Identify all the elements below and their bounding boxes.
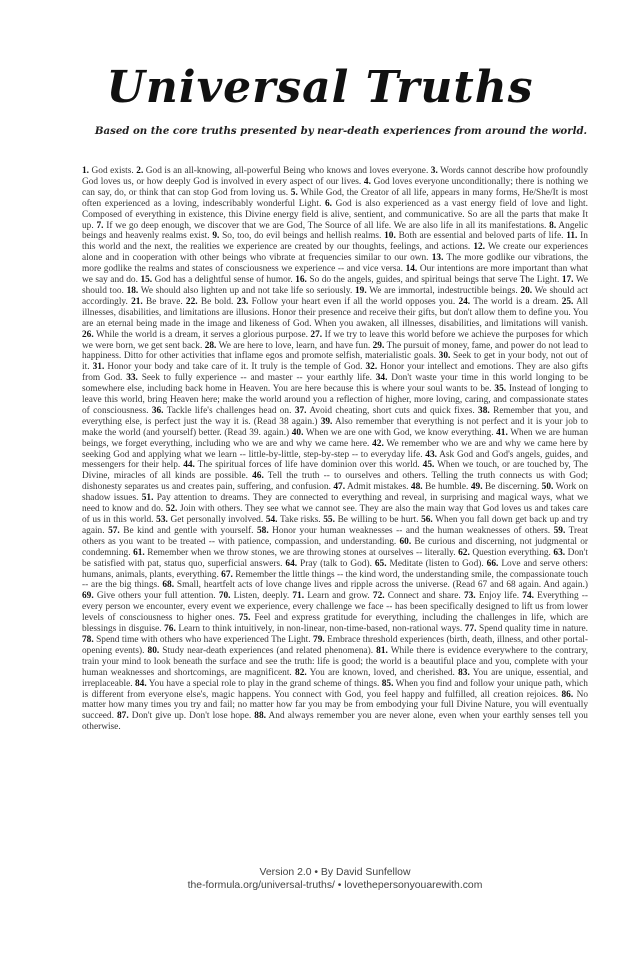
truth-text: So do the angels, guides, and spiritual beings that serve The Light.: [309, 275, 560, 286]
truth-number: 50.: [541, 482, 554, 493]
truth-number: 56.: [421, 515, 433, 525]
truth-number: 55.: [323, 515, 335, 525]
truth-text: Remember when we throw stones, we are throwing stones at ourselves -- literally.: [147, 547, 456, 558]
truth-text: When you fall down get back up and try again.: [82, 515, 589, 536]
truth-text: The world is a dream.: [473, 296, 559, 307]
truth-number: 77.: [464, 624, 477, 635]
truth-text: Don't waste your time in this world longing to be somewhere else, including back home in Heaven. You are here because this is where your soul wants to be.: [82, 373, 589, 395]
truth-number: 20.: [520, 285, 533, 296]
truth-item: [355, 286, 518, 296]
truth-number: 15.: [140, 275, 153, 286]
truth-number: 1.: [82, 166, 90, 176]
truth-number: 52.: [165, 504, 178, 515]
truth-item: [93, 362, 363, 372]
truth-text: Connect and share.: [387, 591, 461, 602]
truth-text: We should also lighten up and not take life so seriously.: [140, 285, 353, 296]
website-links: the-formula.org/universal-truths/ • lovethepersonyouarewith.com: [187, 880, 483, 891]
truth-number: 45.: [422, 460, 435, 471]
truth-number: 76.: [164, 624, 176, 635]
truth-item: [458, 548, 551, 558]
truth-number: 35.: [494, 384, 507, 395]
truth-number: 19.: [354, 285, 367, 296]
truth-item: [131, 297, 183, 307]
truth-text: We remember who we are and why we came here by seeking God and applying what we learn -- little-by-little, step-by-step -- to everyday life.: [82, 438, 589, 460]
version-credit: Version 2.0 • By David Sunfellow: [259, 867, 411, 878]
truth-number: 46.: [252, 471, 264, 482]
truth-item: [458, 297, 558, 307]
truth-text: No matter how many times you try and fail; no matter how far you may be from embodying your full Divine Nature, you will eventually succeed.: [82, 689, 588, 722]
truth-text: Tell the truth -- to ourselves and others. Telling the truth connects us with God; dishonesty separates us and creates pain, suffering, and confusion.: [82, 471, 589, 493]
truth-number: 30.: [438, 351, 451, 362]
truth-number: 41.: [496, 427, 508, 438]
truth-number: 28.: [204, 340, 217, 351]
truth-text: When we touch, or are touched by, The Divine, miracles of all kinds are possible.: [82, 460, 588, 482]
truth-number: 54.: [265, 515, 278, 525]
truth-text: Admit mistakes.: [347, 482, 409, 493]
truth-text: Don't be satisfied with pat, status quo, superficial answers.: [82, 547, 589, 569]
truth-item: [82, 591, 216, 601]
truth-text: Love and serve others: humans, animals, plants, everything.: [82, 558, 588, 580]
truth-text: Get personally involved.: [170, 515, 264, 525]
truth-text: God loves everyone unconditionally; there is nothing we can say, do, or think that can stop God from loving us.: [82, 176, 588, 198]
truth-item: [205, 341, 371, 351]
subtitle: Based on the core truths presented by near-death experiences from around the world.: [94, 125, 588, 137]
truth-number: 10.: [384, 231, 396, 242]
truth-item: [126, 373, 372, 383]
truth-text: Spend time with others who have experienced The Light.: [96, 634, 311, 645]
truth-number: 88.: [254, 711, 266, 722]
truth-number: 74.: [522, 591, 534, 602]
truth-item: [295, 668, 455, 678]
truth-item: [465, 624, 588, 634]
truth-number: 42.: [372, 438, 384, 449]
truth-item: [162, 580, 588, 590]
truth-text: Avoid cheating, short cuts and quick fixes.: [309, 405, 475, 416]
truth-text: Ask God and God's angels, guides, and messengers for their help.: [82, 449, 588, 471]
truth-item: [82, 635, 311, 645]
truth-number: 84.: [134, 678, 147, 689]
truth-number: 58.: [257, 525, 269, 536]
truth-text: Question everything.: [472, 547, 551, 558]
truth-number: 3.: [430, 166, 438, 176]
truth-text: Honor your intellect and emotions. They are also gifts from God.: [82, 362, 588, 384]
truth-text: Pay attention to dreams. They are connected to everything and reveal, in surprising and magical ways, what we need to know and do.: [82, 493, 588, 515]
truth-number: 33.: [126, 373, 138, 384]
truth-text: We are here to love, learn, and have fun.: [218, 340, 371, 351]
truth-text: Words cannot describe how profoundly God loves us, or how deeply God is involved in every aspect of our lives.: [82, 166, 588, 187]
truth-number: 32.: [365, 362, 378, 373]
truth-number: 24.: [458, 296, 471, 307]
truth-number: 72.: [372, 591, 385, 602]
truth-text: You have a special role to play in the grand scheme of things.: [148, 678, 380, 689]
truth-item: [133, 548, 456, 558]
truth-item: [164, 624, 462, 634]
truth-number: 27.: [310, 329, 323, 340]
truth-text: We should act accordingly.: [82, 285, 588, 307]
truth-number: 48.: [410, 482, 423, 493]
truth-item: [152, 406, 292, 416]
truth-number: 80.: [147, 645, 160, 656]
truth-item: [295, 275, 559, 285]
truth-text: Be willing to be hurt.: [337, 515, 419, 525]
truth-item: [140, 275, 292, 285]
truth-text: Be brave.: [146, 296, 183, 307]
truth-number: 83.: [458, 667, 470, 678]
truth-number: 25.: [561, 296, 574, 307]
truth-text: And always remember you are never alone, even when your earthly senses tell you otherwise.: [82, 711, 588, 733]
truth-text: So, too, do evil beings and hellish realms.: [222, 231, 382, 242]
truth-number: 39.: [320, 416, 333, 427]
truth-item: [136, 166, 428, 176]
truth-text: The pursuit of money, fame, and power do not lead to happiness. Ditto for other activities that inflame egos and promote selfish, materialistic goals.: [82, 340, 589, 362]
truth-number: 14.: [405, 264, 418, 275]
truth-text: Follow your heart even if all the world opposes you.: [251, 296, 456, 307]
truth-text: All illnesses, disabilities, and limitations are illusions. Honor their presence and receive their gifts, but don't allow them to define you. You are an eternal being made in the image and likeness of God. When you awaken, all illnesses, disabilities, and limitations will vanish.: [82, 296, 589, 329]
truth-number: 59.: [553, 525, 566, 536]
truth-text: When you find and follow your unique path, which is different from everyone else's, magic happens. You connect with God, you feel happy and fulfilled, all creation rejoices.: [82, 678, 588, 700]
truth-item: [464, 591, 519, 601]
truth-item: [186, 297, 233, 307]
truth-number: 17.: [561, 275, 574, 286]
truth-number: 13.: [431, 253, 444, 264]
truth-number: 64.: [285, 558, 298, 569]
truth-text: Give others your full attention.: [96, 591, 216, 602]
truth-number: 82.: [295, 667, 307, 678]
truth-text: Also remember that everything is not perfect and it is your job to make the world (and yourself) better. (Read 39. again.): [82, 416, 588, 438]
truth-text: Everything -- every person we encounter, every event we experience, every challenge we face -- has been specifically designed to lift us from lower levels of consciousness to higher ones.: [82, 591, 589, 624]
truth-item: [333, 482, 408, 492]
truth-text: The spiritual forces of life have dominion over this world.: [197, 460, 420, 471]
truth-number: 36.: [151, 405, 164, 416]
truth-text: If we go deep enough, we discover that we are God, The Source of all life. We are also life in all its manifestations.: [106, 220, 547, 231]
truth-text: Embrace threshold experiences (birth, death, illness, and other portal-opening events).: [82, 634, 589, 656]
truth-text: Spend quality time in nature.: [479, 624, 588, 635]
truth-number: 38.: [478, 405, 490, 416]
truth-number: 4.: [363, 176, 371, 187]
truth-number: 37.: [294, 405, 307, 416]
truth-number: 70.: [218, 591, 231, 602]
truth-text: Our intentions are more important than what we say and do.: [82, 264, 589, 286]
truth-text: Be curious and discerning, not judgmental or condemning.: [82, 536, 588, 558]
truth-number: 71.: [292, 591, 305, 602]
truth-item: [108, 526, 253, 536]
truth-number: 61.: [133, 547, 145, 558]
truth-text: You are known, loved, and cherished.: [309, 667, 455, 678]
truth-text: We create our experiences alone and in cooperation with other beings who vibrate at frequencies similar to our own.: [82, 242, 588, 264]
truth-item: [373, 591, 461, 601]
truth-text: Small, heartfelt acts of love change lives and ripple across the universe. (Read 67 and 68 again. And again.): [176, 580, 588, 591]
truth-number: 40.: [291, 427, 304, 438]
truth-number: 6.: [324, 198, 332, 209]
truth-text: Listen, deeply.: [233, 591, 290, 602]
truth-text: In this world and the next, the realities we experience are created by our thoughts, feelings, and actions.: [82, 231, 588, 253]
truth-text: Meditate (listen to God).: [389, 558, 484, 569]
truth-number: 18.: [126, 285, 139, 296]
truth-item: [375, 559, 484, 569]
truth-item: [411, 482, 468, 492]
truth-text: While the world is a dream, it serves a glorious purpose.: [95, 329, 308, 340]
truth-number: 2.: [136, 166, 144, 176]
truth-item: [82, 330, 308, 340]
truth-number: 11.: [566, 231, 578, 242]
truth-text: Be kind and gentle with yourself.: [123, 525, 254, 536]
truth-item: [384, 231, 563, 241]
truth-text: Angelic beings and heavenly realms exist.: [82, 220, 588, 242]
truth-text: God exists.: [91, 166, 134, 176]
truth-text: Be humble.: [425, 482, 469, 493]
truth-text: Pray (talk to God).: [300, 558, 372, 569]
truth-number: 22.: [185, 296, 198, 307]
truth-text: Enjoy life.: [478, 591, 520, 602]
truth-number: 26.: [82, 329, 94, 340]
footer: [82, 866, 588, 892]
truth-text: While there is evidence everywhere to the contrary, train your mind to look beneath the surface and see the truth: life is good; the world is a beautiful place and you, complete with your human weaknesses and shortcomings, are magnificent.: [82, 645, 589, 678]
truth-number: 23.: [236, 296, 249, 307]
truth-text: Seek to fully experience -- and master -- your earthly life.: [141, 373, 372, 384]
truth-text: Tackle life's challenges head on.: [166, 405, 292, 416]
truth-number: 43.: [425, 449, 437, 460]
truth-number: 16.: [295, 275, 307, 286]
truth-item: [295, 406, 475, 416]
truth-text: Be discerning.: [485, 482, 540, 493]
truth-item: [156, 515, 263, 525]
truth-item: [127, 286, 353, 296]
truth-item: [237, 297, 456, 307]
truth-text: Take risks.: [279, 515, 321, 525]
truth-number: 47.: [333, 482, 346, 493]
truth-text: Learn to think intuitively, in non-linear, non-time-based, non-rational ways.: [178, 624, 463, 635]
truth-number: 7.: [96, 220, 104, 231]
truth-number: 34.: [375, 373, 388, 384]
truth-text: Honor your human weaknesses -- and the human weaknesses of others.: [272, 525, 551, 536]
truth-number: 8.: [549, 220, 557, 231]
truth-number: 29.: [372, 340, 385, 351]
truth-text: The more godlike our vibrations, the more godlike the realms and states of consciousness we experience -- and vice versa.: [82, 253, 588, 275]
truths-list: [82, 166, 588, 733]
truth-number: 57.: [108, 525, 120, 536]
truth-number: 5.: [290, 187, 298, 198]
truth-number: 44.: [183, 460, 195, 471]
truth-number: 53.: [156, 515, 168, 525]
truth-text: When we are human beings, we forget everything, including who we are and why we came here.: [82, 427, 589, 449]
truth-number: 81.: [376, 645, 388, 656]
truth-number: 73.: [463, 591, 476, 602]
truth-item: [212, 231, 381, 241]
truth-item: [135, 679, 379, 689]
truth-text: Feel and express gratitude for everything, including the challenges in life, which are blessings in disguise.: [82, 613, 588, 635]
truth-text: Remember that you, and everything else, is perfect just the way it is. (Read 38 again.): [82, 405, 589, 427]
truth-number: 79.: [313, 634, 325, 645]
truth-number: 69.: [82, 591, 94, 602]
truth-text: Be bold.: [200, 296, 234, 307]
truth-text: If we try to leave this world before we achieve the purposes for which we were born, we get sent back.: [82, 329, 589, 351]
truth-text: You are unique, essential, and irreplaceable.: [82, 667, 588, 689]
truth-item: [323, 515, 418, 525]
truth-text: Learn and grow.: [307, 591, 370, 602]
truth-text: Instead of longing to leave this world, bring Heaven here; make the world around you a reflection of higher, more loving, caring, and compassionate states of consciousness.: [82, 384, 589, 416]
truth-number: 63.: [553, 547, 566, 558]
truth-item: [148, 646, 374, 656]
truth-text: Both are essential and beloved parts of life.: [398, 231, 564, 242]
truth-number: 21.: [131, 296, 143, 307]
truth-number: 68.: [162, 580, 175, 591]
truth-item: [292, 428, 494, 438]
truth-item: [96, 221, 546, 231]
truth-number: 51.: [141, 493, 154, 504]
truth-item: [183, 460, 420, 470]
truth-text: We should too.: [82, 275, 589, 296]
truth-number: 65.: [374, 558, 387, 569]
truth-text: God has a delightful sense of humor.: [154, 275, 293, 286]
truth-text: God is also experienced as a vast energy field of love and light. Composed of everything in existence, this Divine energy field is alive, sentient, and communicative. So are all the parts that make It up.: [82, 198, 588, 231]
truth-item: [257, 526, 550, 536]
truth-number: 85.: [381, 678, 394, 689]
truth-text: Remember the little things -- the kind word, the understanding smile, the compassionate touch -- are the big things.: [82, 569, 588, 591]
truth-item: [285, 559, 372, 569]
truth-text: We are immortal, indestructible beings.: [369, 285, 518, 296]
truth-text: God is an all-knowing, all-powerful Being who knows and loves everyone.: [145, 166, 429, 176]
truth-text: Don't give up. Don't lose hope.: [131, 711, 252, 722]
truth-number: 75.: [238, 613, 251, 624]
truth-number: 60.: [399, 536, 412, 547]
truth-text: Join with others. They see what we cannot see. They are also the main way that God loves us and takes care of us in this world.: [82, 504, 588, 525]
truth-text: Honor your body and take care of it. It truly is the temple of God.: [107, 362, 363, 373]
truth-item: [471, 482, 539, 492]
truth-number: 62.: [458, 547, 470, 558]
truth-number: 12.: [473, 242, 485, 253]
truth-text: When we are one with God, we know everything.: [305, 427, 494, 438]
truth-text: Work on shadow issues.: [82, 482, 589, 504]
truth-number: 31.: [92, 362, 105, 373]
truth-text: Study near-death experiences (and related phenomena).: [162, 645, 374, 656]
truth-item: [266, 515, 321, 525]
truth-number: 67.: [221, 569, 233, 580]
truth-number: 87.: [116, 711, 129, 722]
truth-number: 86.: [561, 689, 574, 700]
truth-number: 66.: [486, 558, 499, 569]
truth-item: [82, 166, 134, 176]
truth-number: 78.: [82, 634, 94, 645]
page-title: Universal Truths: [106, 62, 534, 113]
truth-item: [292, 591, 369, 601]
truth-text: While God, the Creator of all life, appears in many forms, He/She/It is most often experienced as a loving, indescribably wonderful Light.: [82, 187, 588, 209]
truth-number: 49.: [470, 482, 483, 493]
truth-item: [117, 711, 251, 721]
truth-text: Seek to get in your body, not out of it.: [82, 351, 588, 373]
truth-number: 9.: [212, 231, 220, 242]
truth-item: [219, 591, 289, 601]
truth-text: Treat others as you want to be treated -- with patience, compassion, and understanding.: [82, 525, 588, 547]
